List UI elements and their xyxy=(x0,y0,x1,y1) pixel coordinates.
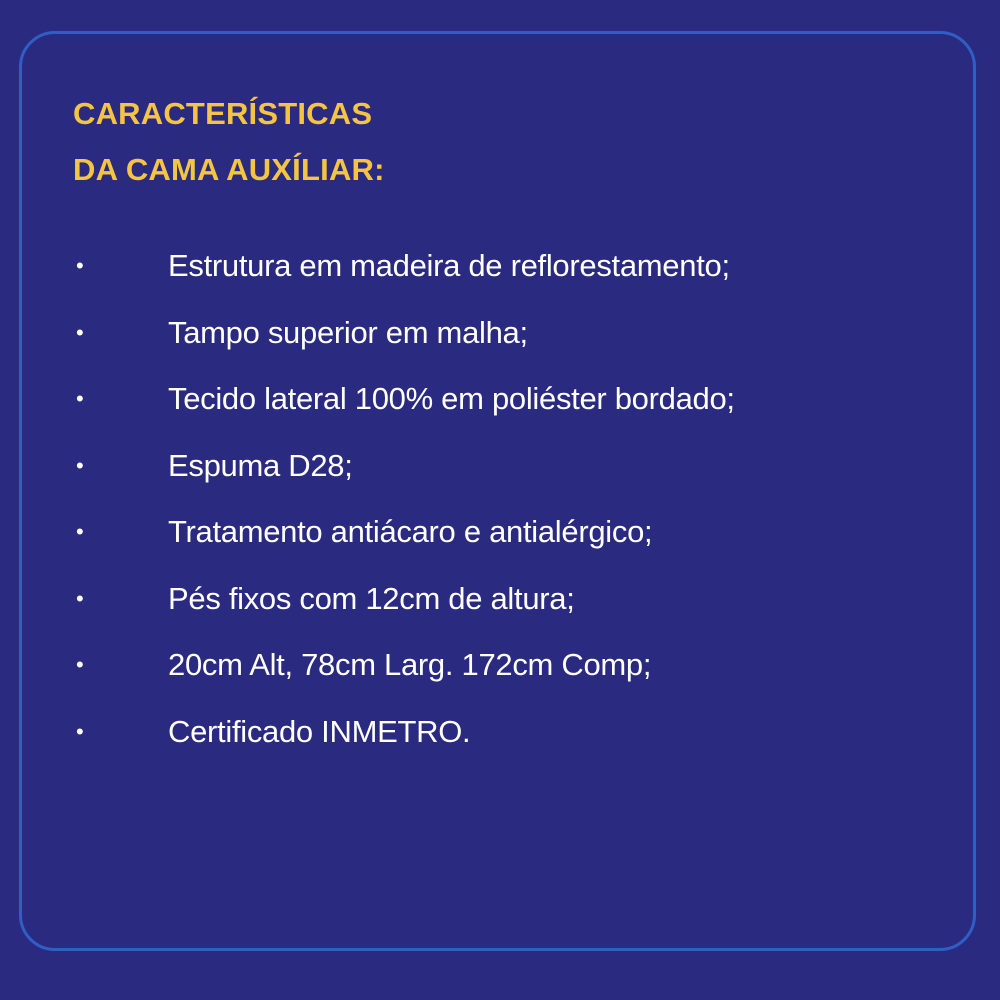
list-item xyxy=(0,366,1000,433)
list-item-text: Certificado INMETRO. xyxy=(168,713,471,749)
list-item xyxy=(0,699,1000,766)
bullet-icon: • xyxy=(76,452,84,478)
list-item-text: 20cm Alt, 78cm Larg. 172cm Comp; xyxy=(168,647,652,682)
bullet-icon: • xyxy=(76,652,84,677)
list-item xyxy=(0,300,1000,367)
bullet-icon: • xyxy=(76,585,84,611)
list-item-text: Estrutura em madeira de reflorestamento; xyxy=(168,248,730,283)
card-title xyxy=(73,86,385,198)
bullet-icon: • xyxy=(76,519,84,544)
list-item-text: Tampo superior em malha; xyxy=(168,314,528,350)
list-item xyxy=(0,566,1000,633)
list-item-text: Tecido lateral 100% em poliéster bordado; xyxy=(168,381,735,416)
list-item-text: Pés fixos com 12cm de altura; xyxy=(168,580,575,616)
card-title-line-1: CARACTERÍSTICAS xyxy=(73,96,373,131)
bullet-icon: • xyxy=(76,253,84,278)
bullet-icon: • xyxy=(76,718,84,744)
card-title-line-2: DA CAMA AUXÍLIAR: xyxy=(73,152,385,187)
list-item xyxy=(0,632,1000,699)
bullet-icon: • xyxy=(76,386,84,411)
list-item-text: Tratamento antiácaro e antialérgico; xyxy=(168,514,653,549)
list-item xyxy=(0,499,1000,566)
list-item xyxy=(0,233,1000,300)
bullet-icon: • xyxy=(76,319,84,345)
list-item xyxy=(0,433,1000,500)
features-list xyxy=(0,233,1000,765)
list-item-text: Espuma D28; xyxy=(168,447,353,483)
